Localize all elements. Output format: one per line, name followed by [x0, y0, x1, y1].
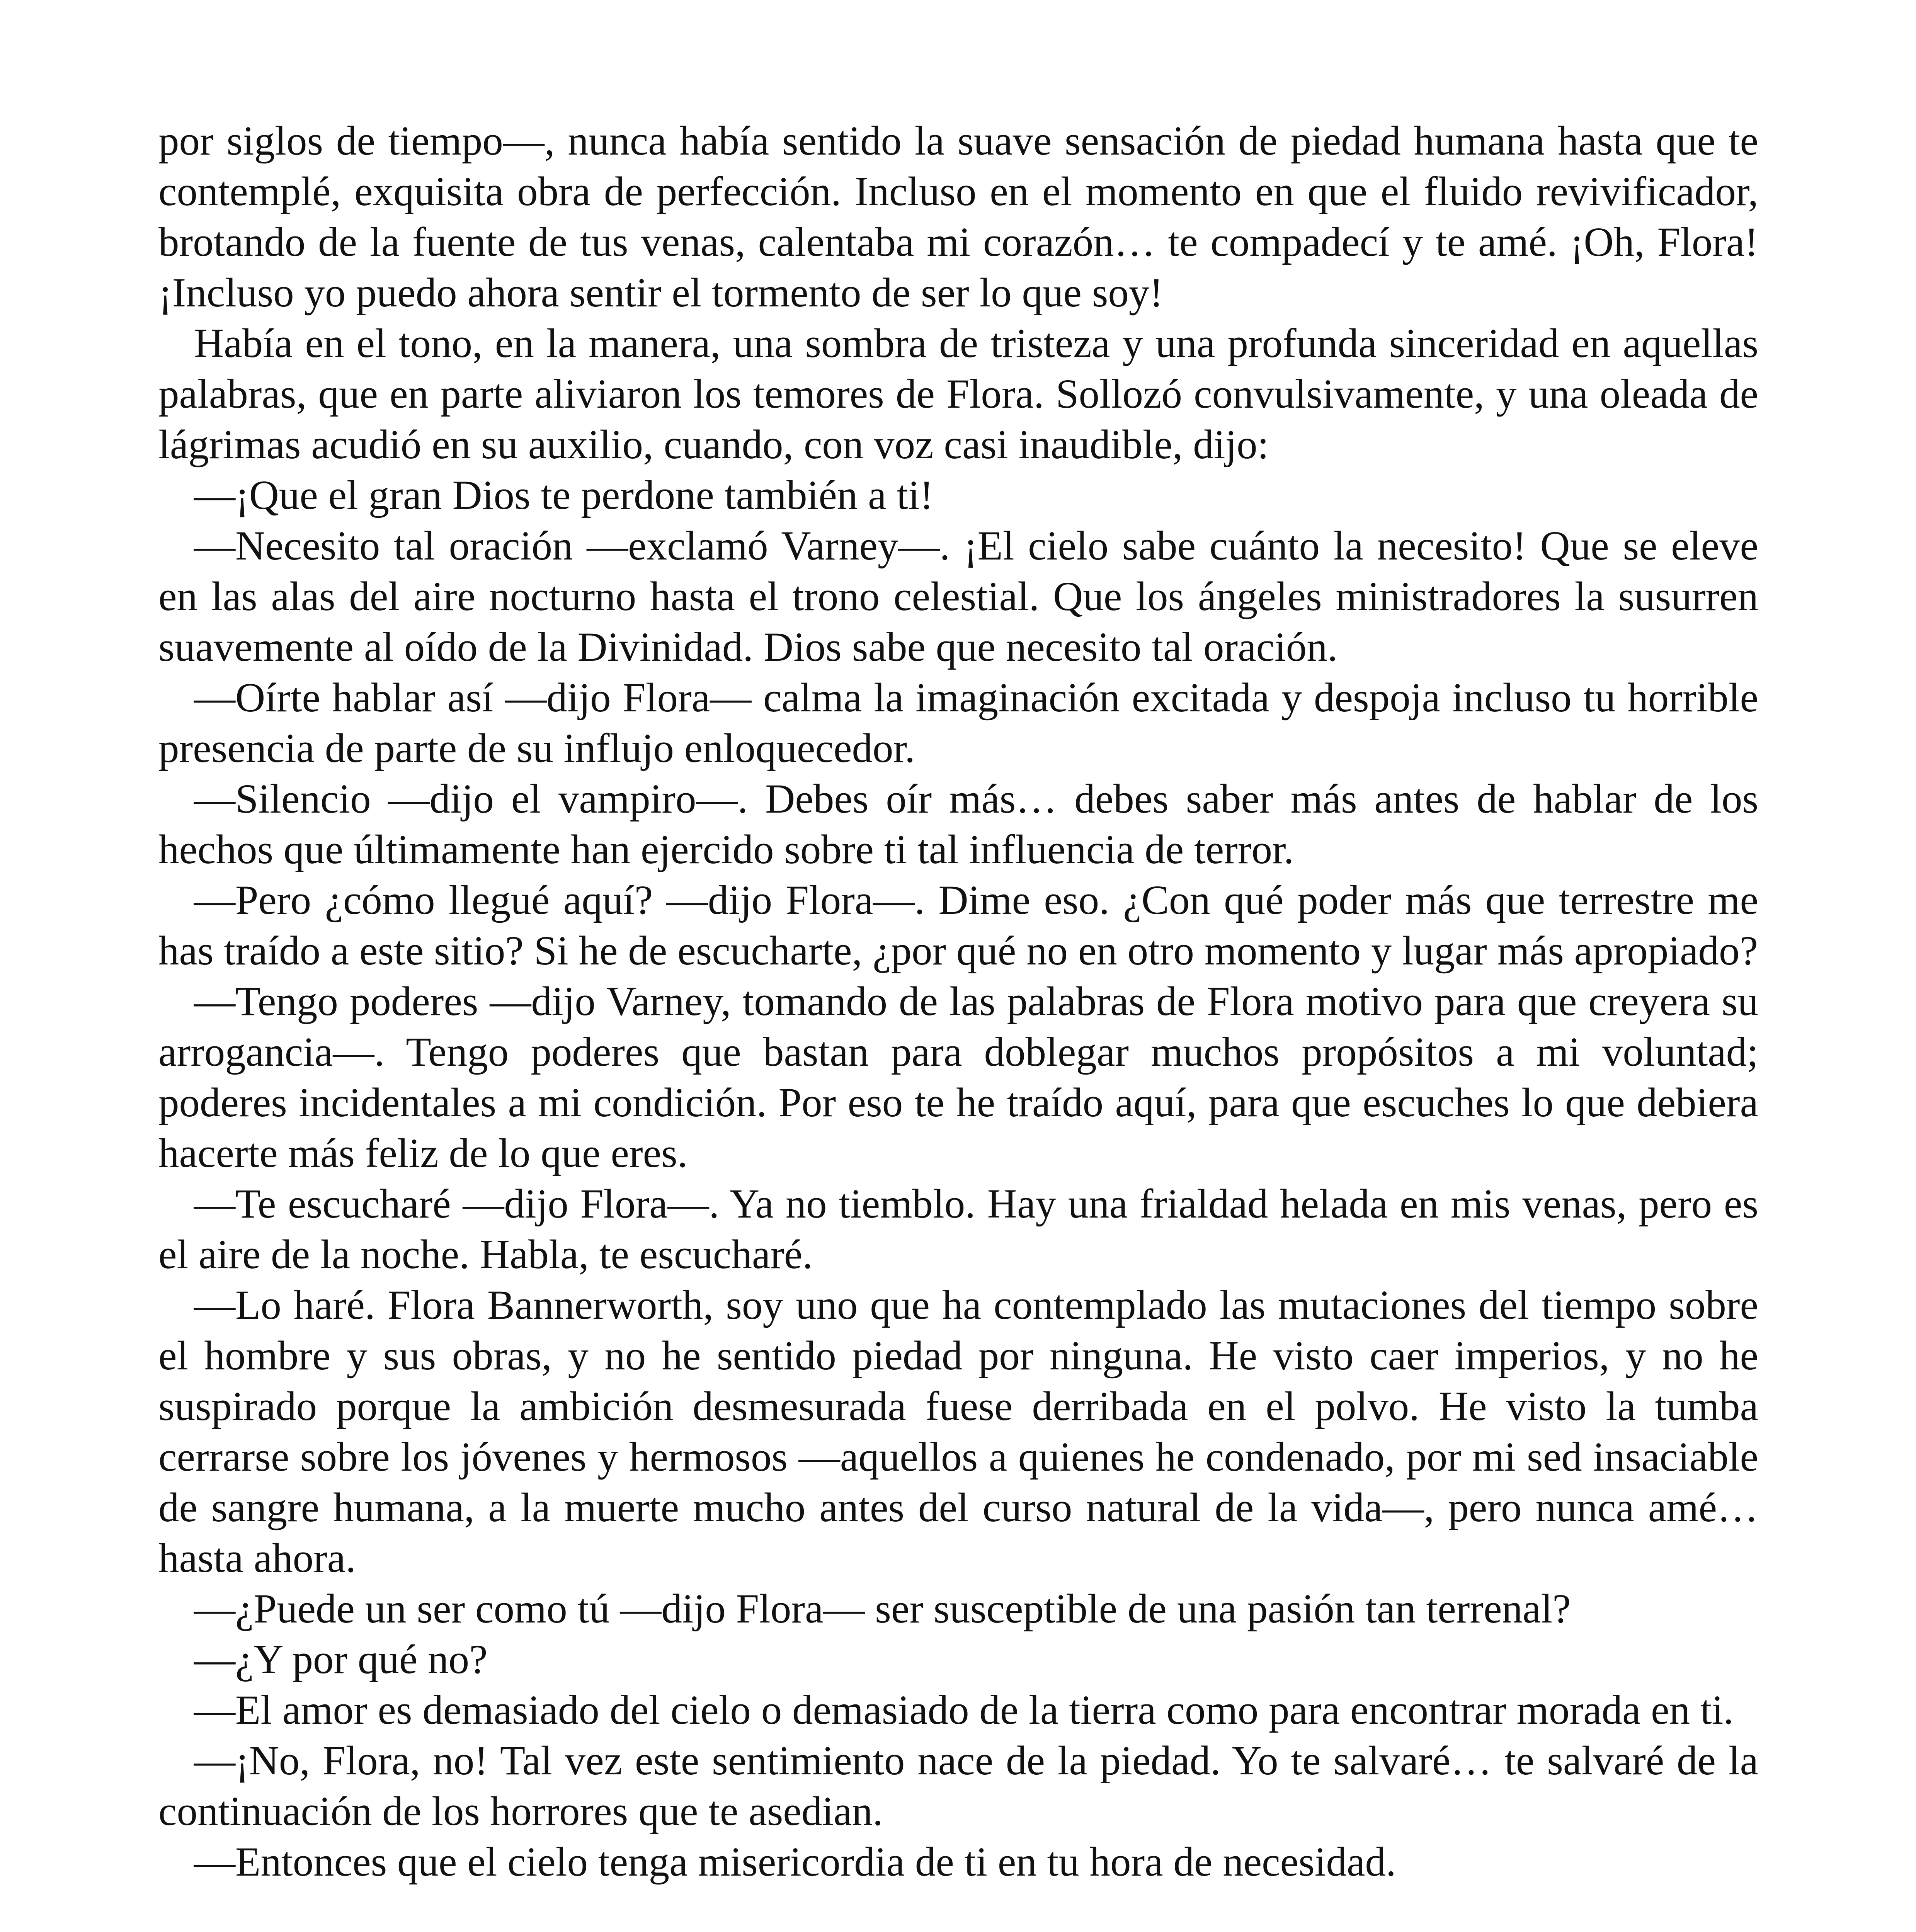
dialogue-line: —¡No, Flora, no! Tal vez este sentimiento nace de la piedad. Yo te salvaré… te salvaré de la continuación de los horrores que te asedian. — [158, 1738, 1758, 1834]
dialogue-line: —¡Que el gran Dios te perdone también a ti! — [194, 473, 934, 518]
dialogue-line: —¿Puede un ser como tú —dijo Flora— ser susceptible de una pasión tan terrenal? — [194, 1586, 1571, 1632]
dialogue-line: —Necesito tal oración —exclamó Varney—. ¡El cielo sabe cuánto la necesito! Que se eleve en las alas del aire nocturno hasta el trono celestial. Que los ángeles ministradores la susurren suavemente al oído de la Divinidad. Dios sabe que necesito tal oración. — [158, 523, 1758, 670]
dialogue-line: —Oírte hablar así —dijo Flora— calma la imaginación excitada y despoja incluso tu horrible presencia de parte de su influjo enloquecedor. — [158, 675, 1758, 771]
dialogue-line: —El amor es demasiado del cielo o demasiado de la tierra como para encontrar morada en ti. — [194, 1687, 1734, 1733]
paragraph: por siglos de tiempo—, nunca había sentido la suave sensación de piedad humana hasta que te contemplé, exquisita obra de perfección. Incluso en el momento en que el fluido revivificador, brotando de la fuente de tus venas, calentaba mi corazón… te compadecí y te amé. ¡Oh, Flora! ¡Incluso yo puedo ahora sentir el tormento de ser lo que soy! — [158, 118, 1758, 316]
paragraph: Había en el tono, en la manera, una sombra de tristeza y una profunda sinceridad en aquellas palabras, que en parte aliviaron los temores de Flora. Sollozó convulsivamente, y una oleada de lágrimas acudió en su auxilio, cuando, con voz casi inaudible, dijo: — [158, 321, 1758, 468]
dialogue-line: —Entonces que el cielo tenga misericordia de ti en tu hora de necesidad. — [194, 1839, 1396, 1885]
dialogue-line: —Tengo poderes —dijo Varney, tomando de las palabras de Flora motivo para que creyera su arrogancia—. Tengo poderes que bastan para doblegar muchos propósitos a mi voluntad; poderes incidentales a mi condición. Por eso te he traído aquí, para que escuches lo que debiera hacerte más feliz de lo que eres. — [158, 979, 1758, 1176]
dialogue-line: —Te escucharé —dijo Flora—. Ya no tiemblo. Hay una frialdad helada en mis venas, pero es el aire de la noche. Habla, te escucharé. — [158, 1181, 1758, 1277]
dialogue-line: —¿Y por qué no? — [194, 1637, 488, 1682]
dialogue-line: —Silencio —dijo el vampiro—. Debes oír más… debes saber más antes de hablar de los hechos que últimamente han ejercido sobre ti tal influencia de terror. — [158, 776, 1758, 872]
body-text — [158, 116, 1758, 1888]
dialogue-line: —Pero ¿cómo llegué aquí? —dijo Flora—. Dime eso. ¿Con qué poder más que terrestre me has traído a este sitio? Si he de escucharte, ¿por qué no en otro momento y lugar más apropiado? — [158, 878, 1758, 974]
dialogue-line: —Lo haré. Flora Bannerworth, soy uno que ha contemplado las mutaciones del tiempo sobre el hombre y sus obras, y no he sentido piedad por ninguna. He visto caer imperios, y no he suspirado porque la ambición desmesurada fuese derribada en el polvo. He visto la tumba cerrarse sobre los jóvenes y hermosos —aquellos a quienes he condenado, por mi sed insaciable de sangre humana, a la muerte mucho antes del curso natural de la vida—, pero nunca amé… hasta ahora. — [158, 1282, 1758, 1581]
